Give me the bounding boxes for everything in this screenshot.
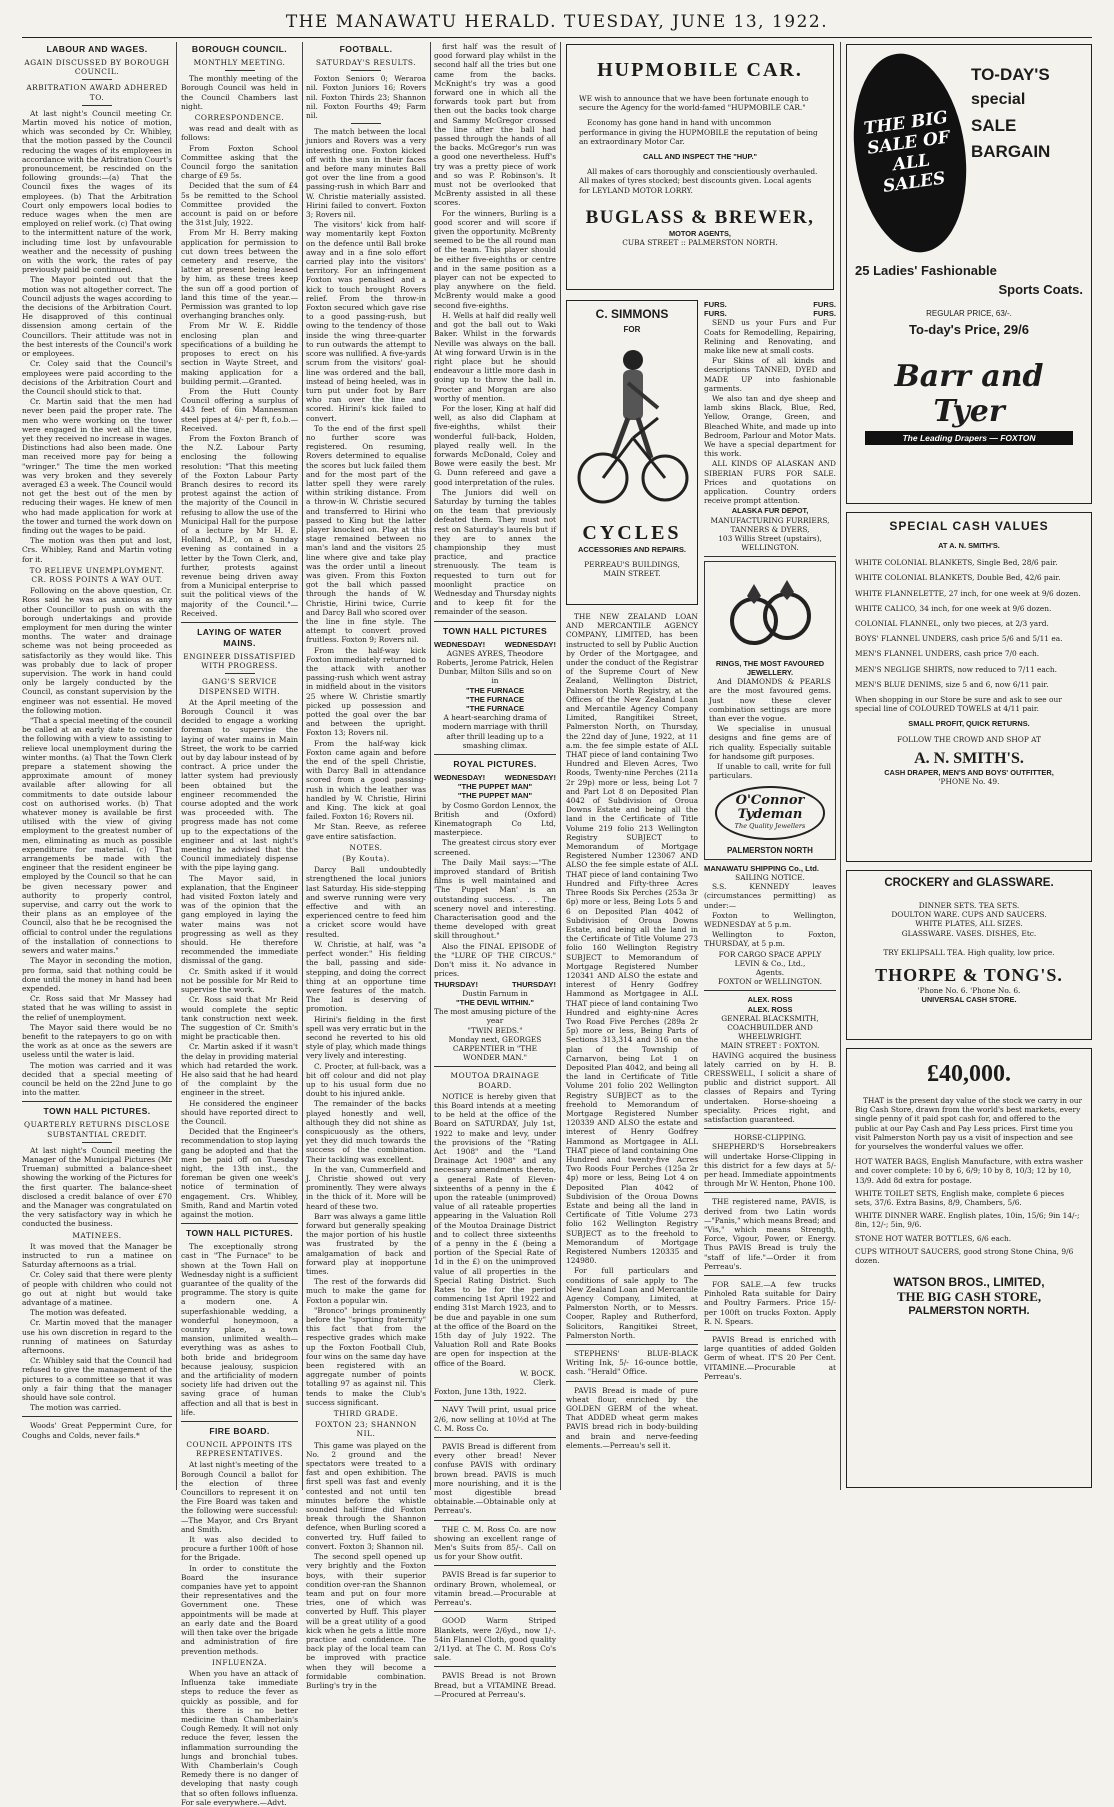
ad-text: WHITE TOILET SETS, English make, complete 6 pieces sets, 37/6. Extra Basins, 8/9, Chambers, 5/6. bbox=[855, 1188, 1065, 1208]
ad-text: SMALL PROFIT, QUICK RETURNS. bbox=[908, 719, 1030, 729]
classified: GOOD Warm Striped Blankets, were 2/6yd., now 1/-. 54in Flannel Cloth, good quality 2/11yd. at The C. M. Ross Co's sale. bbox=[434, 1616, 556, 1663]
ad-heading: MANAWATU SHIPPING Co., Ltd. bbox=[704, 863, 820, 873]
ad-title: "THE FURNACE bbox=[465, 694, 525, 704]
oconnor-tydeman-logo bbox=[715, 786, 825, 839]
ad-text: All makes of cars thoroughly and conscientiously overhauled. All makes of tyres stocked; best discounts given. Local agents for LEYLAND MOTOR LORRY. bbox=[579, 167, 818, 195]
column-classifieds bbox=[704, 300, 836, 1490]
paragraph: H. Wells at half did really well and got the ball out to Waki Baker. Whilst in the forwards Neville was always on the ball. At wing forward Urwin is in the right place but he should endeavour a little more dash in going up to throw the ball in. Procter and Morgan are also worthy of mention. bbox=[434, 310, 556, 403]
ad-heading: FURS. bbox=[813, 300, 836, 309]
subheading: THIRD GRADE. bbox=[333, 1409, 399, 1419]
ad-text: FOLLOW THE CROWD AND SHOP AT bbox=[896, 734, 1042, 744]
paragraph: Darcy Ball undoubtedly strengthened the local juniors last Saturday. His side-stepping and swerve running were very effective and with an experienced centre to feed him a cricket score would have resulted. bbox=[306, 865, 426, 939]
ad-text: The most amusing picture of the year bbox=[434, 1007, 557, 1026]
notice-text: NOTICE is hereby given that this Board intends at a meeting to be held at the office of the Board on SATURDAY, July 1st, 1922 to make and levy, under the provisions of the "Rating Act 1908" and the "Land Drainage Act 1908" and any necessary amendments thereto, a general Rate of Eleven-sixteenths of a penny in the £ upon the rateable (unimproved) value of all rateable properties appearing in the Valuation Roll of the Moutoa Drainage District and to collect three sixteenths of a penny in the £ (being a portion of the Special Rate of 1d in the £) on the unimproved value of all properties in the Special Rating District. Such Rates to be for the period commencing 1st April 1922 and ending 31st March 1923, and to be due and payable in one sum at the office of the Board on the 15th day of July 1922. The Valuation Roll and Rate Books are open for inspection at the office of the Board. bbox=[434, 1091, 556, 1368]
classified: PAVIS Bread is not Brown Bread, but a VITAMINE Bread.—Procured at Perreau's. bbox=[434, 1671, 556, 1699]
paragraph: At last night's meeting of the Borough Council a ballot for the election of three Councillors to represent it on the Fire Board was taken and the following were successful:—The Mayor, and Crs Bryant and Smith. bbox=[181, 1460, 298, 1534]
ad-text: FOXTON or WELLINGTON. bbox=[718, 977, 822, 987]
classified: STEPHENS' BLUE-BLACK Writing Ink, 5/- 16-ounce bottle, cash. "Herald" Office. bbox=[566, 1349, 698, 1377]
ad-heading: FURS. bbox=[813, 309, 836, 319]
column-labour-wages bbox=[22, 42, 172, 1490]
paragraph: The monthly meeting of the Borough Council was held in the Council Chambers last night. bbox=[181, 74, 298, 111]
ad-heading: TOWN HALL PICTURES bbox=[442, 625, 548, 636]
ad-day: THURSDAY! bbox=[434, 979, 479, 989]
paragraph: The rest of the forwards did much to make the game for Foxton a popular win. bbox=[306, 1277, 426, 1305]
ad-heading: FURS. bbox=[704, 309, 727, 319]
ad-heading: BARGAIN bbox=[971, 142, 1051, 161]
ad-text: If unable to call, write for full particulars. bbox=[709, 761, 831, 781]
ad-text: UNIVERSAL CASH STORE. bbox=[921, 995, 1017, 1005]
paragraph: The remainder of the backs played honestly and well, although they did not shine as conspicuously as the others, yet they did much towards the success of the combination. Their tackling was excellent. bbox=[306, 1099, 426, 1164]
paragraph: Hirini's fielding in the first spell was very erratic but in the second he reverted to his old style of play, which made things very lively and interesting. bbox=[306, 1014, 426, 1061]
value-item: WHITE COLONIAL BLANKETS, Double Bed, 42/6 pair. bbox=[855, 573, 1061, 583]
ad-text: We also tan and dye sheep and lamb skins Black, Blue, Red, Yellow, Orange, Green, and Bleached White, and made up into Bedroom, Parlour and Motor Mats. We have a special department for this work. bbox=[704, 394, 836, 459]
ad-text: SEND us your Furs and Fur Coats for Remodelling, Repairing, Relining and Renovating, and make like new at small costs. bbox=[704, 318, 836, 356]
classified: NAVY Twill print, usual price 2/6, now selling at 10½d at The C. M. Ross Co. bbox=[434, 1405, 556, 1433]
column-rule bbox=[430, 42, 431, 1490]
subheading: NOTES. bbox=[349, 842, 383, 852]
ad-text: 'Phone No. 6. 'Phone No. 6. bbox=[917, 986, 1021, 996]
subheading: TO RELIEVE UNEMPLOYMENT. CR. ROSS POINTS A WAY OUT. bbox=[29, 565, 165, 584]
notice-date: Foxton, June 13th, 1922. bbox=[434, 1387, 527, 1397]
ad-heading: HUPMOBILE CAR. bbox=[597, 59, 803, 81]
ad-text: 103 Willis Street (upstairs), WELLINGTON. bbox=[718, 534, 822, 553]
paragraph: Cr. Martin asked if it wasn't the delay in providing material which had retarded the work. He also said that he had heard of the complaint by the engineer in the street. bbox=[181, 1042, 298, 1098]
ad-text: FOR bbox=[623, 325, 641, 334]
ad-title: "THE FURNACE bbox=[465, 685, 525, 695]
classified: PAVIS Bread is different from every other bread! Never confuse PAVIS with ordinary brown bread. PAVIS is much more nourishing, and it is the most digestible bread obtainable.—Obtainable only at Perreau's. bbox=[434, 1442, 556, 1516]
ad-title: "TWIN BEDS." bbox=[467, 1025, 523, 1035]
column-borough-council bbox=[181, 42, 298, 1807]
ad-text: PALMERSTON NORTH. bbox=[908, 1305, 1030, 1318]
ad-text: CASH DRAPER, MEN'S AND BOYS' OUTFITTER, bbox=[884, 767, 1054, 777]
ad-day: WEDNESDAY! bbox=[504, 639, 556, 649]
big-sale-logo: THE BIG SALE OF ALL SALES bbox=[842, 46, 979, 259]
paragraph: It was also decided to procure a further 100ft of hose for the Brigade. bbox=[181, 1535, 298, 1563]
ad-heading: C. SIMMONS bbox=[595, 307, 669, 321]
paragraph: The visitors' kick from half-way momentarily kept Foxton on the defence until Ball broke away and in a fine solo effort carried play into the visitors' territory. For an infringement Foxton was penalised and a kick to touch brought Rovers relief. From the throw-in Foxton secured which gave rise to a good passing-rush, but owing to the tendency of those inside the wing three-quarter to run outwards the attempt to score was nullified. A five-yards scrum from the visitors' goal-line was ordered and the ball, instead of being heeled, was in turn put under foot by Barr who ran over the line and scored. Hirini's kick failed to convert. bbox=[306, 220, 426, 423]
ad-text: STONE HOT WATER BOTTLES, 6/6 each. bbox=[855, 1233, 1012, 1243]
ad-text: S.S. KENNEDY leaves (circumstances permitting) as under:— bbox=[704, 882, 836, 910]
paragraph: The motion was carried. bbox=[30, 1403, 122, 1413]
paragraph: Cr. Martin moved that the manager use his own discretion in regard to the running of matinees on Saturday afternoons. bbox=[22, 1318, 172, 1356]
headline: FOOTBALL. bbox=[339, 44, 393, 54]
paragraph: C. Procter, at full-back, was a bit off colour and did not play up to his usual form due no doubt to his injured ankle. bbox=[306, 1061, 426, 1099]
ad-heading: ALEX. ROSS bbox=[747, 995, 793, 1005]
paragraph: Mr Stan. Reeve, as referee gave entire satisfaction. bbox=[306, 822, 426, 841]
ad-text: HAVING acquired the business lately carried on by H. B. CRESSWELL, I solicit a share of public and district support. All classes of Repairs and Tyring undertaken. Horse-shoeing a speciality. Prices right, and satisfaction guaranteed. bbox=[704, 1050, 836, 1125]
ad-title: "THE FURNACE bbox=[465, 704, 525, 714]
ad-text: ACCESSORIES AND REPAIRS. bbox=[577, 545, 686, 554]
paragraph: He considered the engineer should have reported direct to the Council. bbox=[181, 1098, 298, 1126]
paragraph: At last night's Council meeting Cr. Martin moved his notice of motion, which was seconded by Cr. Whibley, that the motion passed by the Council reducing the wages of its employees in accordance with the Arbitration Court's pronouncement, be rescinded on the following grounds:—(a) That the Council fixes the wages of its employees. (b) That the Arbitration Court only empowers local bodies to reduce wages when the men are employed on relief work. (c) That owing to the intermittent nature of the work, including time lost by unfavourable weather and the necessity of pushing on with the work, the rates of pay previously paid be continued. bbox=[22, 108, 172, 275]
value-item: MEN'S NEGLIGE SHIRTS, now reduced to 7/11 each. bbox=[855, 664, 1058, 674]
ad-text: CALL AND INSPECT THE "HUP." bbox=[642, 152, 758, 162]
subheading: ENGINEER DISSATISFIED WITH PROGRESS. bbox=[183, 651, 296, 671]
paragraph: "Bronco" brings prominently before the "sporting fraternity" this fact that from the respective grades which make up the Foxton Football Club, four wins on the same day have been registered with an aggregate number of points totalling 97 as against nil. This tends to make the Club's success significant. bbox=[306, 1305, 426, 1407]
ad-text: 'PHONE No. 49. bbox=[938, 777, 1000, 787]
paragraph: Cr. Coley said that the Council's employees were paid according to the decisions of the Arbitration Court and the Council should stick to that. bbox=[22, 359, 172, 396]
headline: TOWN HALL PICTURES. bbox=[185, 1228, 294, 1239]
paragraph: From Foxton School Committee asking that the Council forgo the sanitation charge of £9 5s. bbox=[181, 143, 298, 181]
ad-text: Fur Skins of all kinds and descriptions TANNED, DYED and MADE UP into fashionable garments. bbox=[704, 356, 836, 393]
value-item: WHITE CALICO, 34 inch, for one week at 9/6 dozen. bbox=[855, 603, 1052, 613]
ad-text: FOR CARGO SPACE APPLY bbox=[718, 949, 822, 959]
ad-heading: CYCLES bbox=[582, 522, 682, 544]
paragraph: was read and dealt with as follows: bbox=[181, 124, 298, 143]
column-football-cont bbox=[434, 42, 557, 1699]
subheading: GANG'S SERVICE DISPENSED WITH. bbox=[198, 677, 281, 696]
ad-heading: FURS. bbox=[704, 300, 727, 309]
paragraph: Cr. Smith asked if it would not be possible for Mr Reid to supervise the work. bbox=[181, 966, 298, 995]
value-list bbox=[855, 558, 1083, 713]
subheading: COUNCIL APPOINTS ITS REPRESENTATIVES. bbox=[186, 1440, 293, 1459]
ad-text: WE wish to announce that we have been fortunate enough to secure the Agency for the world-famed "HUPMOBILE CAR." bbox=[579, 94, 809, 113]
ad-text: Dustin Farnum in bbox=[462, 988, 528, 998]
ad-heading: BUGLASS & BREWER, bbox=[585, 206, 815, 228]
cyclist-illustration bbox=[573, 338, 691, 508]
ad-text: THE BIG CASH STORE, bbox=[896, 1289, 1042, 1305]
classified: PAVIS Bread is made of pure wheat flour, enriched by the GOLDEN GERM of the wheat. That ADDED wheat germ makes PAVIS bread rich in body-building and brain and nerve-feeding elements.—Perreau's sell it. bbox=[566, 1385, 698, 1450]
value-item: MEN'S FLANNEL UNDERS, cash price 7/0 each. bbox=[855, 649, 1040, 659]
price: To-day's Price, 29/6 bbox=[909, 322, 1029, 337]
ad-text: SAILING NOTICE. bbox=[735, 872, 805, 882]
paragraph: The Mayor said there would be no benefit to the ratepayers to go on with the work as at once as the sewers are useless until the water is laid. bbox=[22, 1022, 172, 1060]
paragraph: From Mr W. E. Riddle enclosing plan and specifications of a building he proposes to erect on his section in Wayte Street, and making application for a building permit.—Granted. bbox=[181, 321, 298, 386]
column-rule bbox=[302, 42, 303, 1490]
barr-tyer-tagline: The Leading Drapers — FOXTON bbox=[865, 431, 1073, 445]
ad-text: THAT is the present day value of the stock we carry in our Big Cash Store, drawn from the world's best markets, every single penny of it paid spot cash for, and offered to the public at our Pay Cash and Pay Less prices. First time you visit Palmerston North pay us a visit of inspection and see for yourselves the wonderful values we offer. bbox=[855, 1096, 1083, 1152]
paragraph: At the April meeting of the Borough Council it was decided to engage a working foreman to supervise the laying of water mains in Main Street, the work to be carried out by day labour instead of by contract. A price under the latter system had previously been obtained but the engineer recommended the course adopted and the work was proceeded with. The progress made has not come up to the expectations of the engineer and at last night's meeting he advised that the Council immediately dispense with the pipe laying gang. bbox=[181, 697, 298, 873]
hupmobile-ad bbox=[566, 44, 834, 290]
column-football bbox=[306, 42, 426, 1690]
thorpe-tong-ad bbox=[846, 870, 1092, 1040]
ad-text: The Daily Mail says:—"The improved standard of British films is well maintained and 'The Puppet Man' is an outstanding success. . . . The scenery novel and interesting. Characterisation good and the theme developed with great skill throughout." bbox=[434, 857, 556, 941]
ad-text: GENERAL BLACKSMITH, COACHBUILDER AND WHEELWRIGHT. bbox=[721, 1013, 819, 1042]
paragraph: Following on the above question, Cr. Ross said he was as anxious as any other Councillor to push on with the borough undertakings and provide employment for men during the winter months. The water and drainage scheme was not being proceeded as satisfactorily as they would like. This was probably due to lack of proper supervision. The work in hand could only be largely conducted by the Council, as constant supervision by the engineer was not essential. He moved the following motion. bbox=[22, 586, 172, 715]
classified: FOR SALE.—A few trucks Pinholed Rata suitable for Dairy and Poultry Farmers. Price 15/- per 100ft on trucks Foxton. Apply R. N. Spears. bbox=[704, 1280, 836, 1326]
ad-text: DOULTON WARE. CUPS AND SAUCERS. bbox=[891, 910, 1047, 920]
paragraph: The second spell opened up very brightly and the Foxton boys, with their superior condition over-ran the Shannon team and put on four more tries, one of which was converted by Huff. This player will be a great utility of a good kick when he gets a little more practice and confidence. The back play of the local team can be improved with practice when they will become a formidable combination. Burling's try in the bbox=[306, 1552, 426, 1690]
ad-heading: WATSON BROS., LIMITED, bbox=[893, 1275, 1045, 1290]
jeweller-ad bbox=[704, 561, 836, 859]
classified: THE C. M. Ross Co. are now showing an excellent range of Men's Suits from 85/-. Call on us for your Show outfit. bbox=[434, 1524, 556, 1562]
ad-text: Economy has gone hand in hand with uncommon performance in giving the HUPMOBILE the reputation of being an extraordinary Motor Car. bbox=[579, 118, 818, 146]
ad-heading: 25 Ladies' Fashionable bbox=[855, 263, 997, 278]
ad-text: AT A. N. SMITH'S. bbox=[938, 541, 1000, 550]
paragraph: From Mr H. Berry making application for permission to cut down trees between the cemetery and reserve, the latter at present being leased by him, as these trees keep the sun off a good portion of land this time of the year.—Permission was granted to lop overhanging branches only. bbox=[181, 228, 298, 321]
paragraph: Cr. Coley said that there were plenty of people with children who could not go out at night but would take advantage of a matinee. bbox=[22, 1270, 172, 1307]
paragraph: For the loser, King at half did well, as also did Clapham at five-eighths, whilst their wonderful full-back, Holden, played really well. In the forwards McDonald, Coley and Bowe were easily the best. Mr G. Dunn refereed and gave a good interpretation of the rules. bbox=[434, 403, 556, 487]
notice-text: THE NEW ZEALAND LOAN AND MERCANTILE AGENCY COMPANY, LIMITED, has been instructed to sell by Public Auction by Order of the Mortgagee, and under the conduct of the Registrar of the Supreme Court of New Zealand, Wellington District, Palmerston North Registry, at the Offices of the New Zealand Loan and Mercantile Agency Company Limited, Rangitikei Street, Palmerston North, on Thursday, the 22nd day of June, 1922, at 11 a.m. the fee simple estate of ALL THAT piece of land containing Two Hundred and Eleven Acres, Two Roods, Twenty-nine Perches (211a 2r 29p) more or less, being Lot 7 and Part Lot 8 on Deposited Plan 4042 of Subdivision of Oroua Downs Estate and being all the land in the Certificate of Title Volume 219 folio 213 Wellington Registry SUBJECT to Memorandum of Mortgage Registered Number 123067 AND ALSO the fee simple estate of ALL THAT piece of land containing Two Hundred and Fifty-three Acres Three Roods Six Perches (253a 3r 6p) more or less, Being Lots 5 and 6 on Deposited Plan 4042 of Subdivision of Oroua Downs Estate, and being all the land in the Certificate of Title Volume 273 folio 160 Wellington Registry SUBJECT to Memorandum of Mortgage Registered Number 120341 AND ALSO the estate and interest of Henry Godfrey Hammond as Mortgagee in ALL THAT piece of land containing Two Hundred and eighty-nine Acres Two Road Five Perches (289a 2r 5p) more or less, Being Parts of Sections 313,314 and 316 on the plan of the Township of Carnarvon, being Lot 1 on Deposited Plan 4042, and being all the land in Certificate of Title Volume 201 folio 202 Wellington Registry SUBJECT as to the freehold to Memorandum of Mortgage Registered Number 120339 AND ALSO the estate and interest of Henry Godfrey Hammond as Mortgagee in ALL THAT piece of land containing One Hundred and twenty-five Acres Two Roods Four Perches (125a 2r 4p) more or less, Being Lot 4 on Deposited Plan 4042 of Subdivision of the Oroua Downs Estate and being all the land in Certificate of Title Volume 273 folio 162 Wellington Registry SUBJECT as to the freehold to Memorandum of Mortgage Registered Numbers 120335 and 124980. bbox=[566, 612, 698, 1266]
ad-text: PALMERSTON NORTH bbox=[727, 845, 813, 855]
signature: W. BOCK. bbox=[519, 1368, 556, 1378]
paragraph: first half was the result of good forward play whilst in the second half all the tries but one came from the backs. McKnight's try was a good forward one in which all the forwards took part but from then out the backs took charge and Sammy McGregor crossed the line after the ball had passed through the hands of all the backs. McGregor's run was a good one nevertheless. Huff's try was a pretty piece of work and so was P. Robinson's. It must not be overlooked that McBrenty assisted in all these scores. bbox=[434, 42, 556, 208]
subheading: INFLUENZA. bbox=[212, 1657, 267, 1667]
subheading: MONTHLY MEETING. bbox=[193, 58, 286, 67]
ad-day: WEDNESDAY! bbox=[434, 773, 486, 783]
ad-text: CUPS WITHOUT SAUCERS, good strong Stone China, 9/6 dozen. bbox=[855, 1246, 1074, 1266]
signature: Clerk. bbox=[533, 1378, 556, 1388]
ad-day: WEDNESDAY! bbox=[434, 639, 486, 649]
ad-day: WEDNESDAY! bbox=[504, 773, 556, 783]
ad-text: WHITE DINNER WARE. English plates, 10in, 15/6; 9in 14/-; 8in, 12/-; 5in, 9/6. bbox=[855, 1211, 1080, 1230]
headline: TOWN HALL PICTURES. bbox=[43, 1106, 151, 1117]
ad-heading: CROCKERY and GLASSWARE. bbox=[884, 877, 1054, 889]
classified: THE registered name, PAVIS, is derived from two Latin words—"Panis," which means Bread; and "Vis," which means Strength, Force, Vigour, Power, or Energy. Thus PAVIS Bread is truly the "staff of life."—Order it from Perreau's. bbox=[704, 1197, 836, 1271]
ad-text: Foxton to Wellington, WEDNESDAY at 5 p.m. bbox=[704, 910, 836, 929]
ad-text: Also the FINAL EPISODE of the "LURE OF THE CIRCUS." Don't miss it. No advance in prices. bbox=[434, 941, 556, 979]
paragraph: The Mayor in seconding the motion, pro forma, said that nothing could be done until the money in hand had been expended. bbox=[22, 956, 172, 993]
paragraph: The motion was then put and lost, Crs. Whibley, Rand and Martin voting for it. bbox=[22, 536, 172, 564]
ad-title: "THE PUPPET MAN" bbox=[457, 782, 533, 792]
paragraph: Woods' Great Peppermint Cure, for Coughs and Colds, never fails.* bbox=[22, 1421, 172, 1440]
notice-heading: MOUTOA DRAINAGE BOARD. bbox=[450, 1071, 540, 1090]
results: Foxton Seniors 0; Weraroa nil. Foxton Juniors 16; Rovers nil. Foxton Thirds 23; Shannon nil. Foxton Fourths 49; Farm nil. bbox=[306, 74, 426, 121]
ad-day: THURSDAY! bbox=[511, 979, 556, 989]
paragraph: It was moved that the Manager be instructed to run a matinee on Saturday afternoons as a trial. bbox=[22, 1241, 172, 1270]
ad-heading: SPECIAL CASH VALUES bbox=[889, 519, 1049, 533]
subheading: AGAIN DISCUSSED BY BOROUGH COUNCIL. bbox=[24, 58, 170, 77]
value-item: BOYS' FLANNEL UNDERS, cash price 5/6 and 5/11 ea. bbox=[855, 634, 1063, 644]
paragraph: From the Hutt County Council offering a surplus of 443 feet of 6in Mannesman steel pipes at 4/- per ft, f.o.b.—Received. bbox=[181, 386, 298, 433]
ad-text: Agents. bbox=[755, 967, 785, 977]
logo-text: Tydeman bbox=[737, 807, 803, 823]
value-item: WHITE FLANNELETTE, 27 inch, for one week at 9/6 dozen. bbox=[855, 588, 1081, 598]
subheading: MATINEES. bbox=[72, 1230, 122, 1240]
ad-text: ALL KINDS OF ALASKAN AND SIBERIAN FURS FOR SALE. Prices and quotations on application. Country orders receive prompt attention. bbox=[704, 459, 836, 506]
paragraph: The Mayor pointed out that the motion was not altogether correct. The Council adjusts the wages according to the decisions of the Arbitration Court. He disapproved of this continual dissension among certain of the Councillors. Their attitude was not in the best interests of the Council's work or employees. bbox=[22, 275, 172, 359]
masthead: THE MANAWATU HERALD. TUESDAY, JUNE 13, 1922. bbox=[22, 10, 1092, 38]
subheading: (By Kouta). bbox=[342, 854, 390, 864]
ad-text: REGULAR PRICE, 63/-. bbox=[926, 309, 1012, 318]
ad-heading: ALEX. ROSS bbox=[747, 1004, 793, 1014]
headline: FIRE BOARD. bbox=[209, 1426, 270, 1437]
value-item: MEN'S BLUE DENIMS, size 5 and 6, now 6/11 pair. bbox=[855, 679, 1049, 689]
classified: PAVIS Bread is far superior to ordinary Brown, wholemeal, or vitamin bread.—Procurable at Perreau's. bbox=[434, 1570, 556, 1608]
paragraph: Decided that the sum of £4 5s be remitted to the School Committee provided the account is paid on or before the 31st July, 1922. bbox=[181, 181, 298, 228]
ad-heading: Sports Coats. bbox=[998, 282, 1083, 297]
headline: LABOUR AND WAGES. bbox=[46, 44, 148, 54]
ad-text: The greatest circus story ever screened. bbox=[434, 838, 556, 857]
ad-text: ALASKA FUR DEPOT, bbox=[731, 506, 809, 516]
paragraph: W. Christie, at half, was "a perfect wonder." His fielding the ball, passing and side-stepping, and doing the correct thing at an opportune time were features of the match. The lad is deserving of promotion. bbox=[306, 939, 426, 1014]
paragraph: Cr. Ross said that Mr Massey had stated that he was willing to assist in the relief of unemployment. bbox=[22, 994, 172, 1022]
ad-heading: SALE bbox=[971, 116, 1017, 135]
paragraph: For the winners, Burling is a good scorer and will score if given the opportunity. McBrenty seemed to be the all round man of the team. This player should be either five-eighths or centre and in the same position as a player can not be expected to play anywhere on the field. McBrenty would make a good second five-eighths. bbox=[434, 208, 556, 310]
paragraph: Decided that the Engineer's recommendation to stop laying gang be adopted and that the men be paid off on Tuesday night, the 13th inst., the foreman be given one week's notice of termination of engagement. Crs. Whibley, Smith, Rand and Martin voted against the motion. bbox=[181, 1127, 298, 1219]
value-item: When shopping in our Store be sure and ask to see our special line of COLOURED TOWELS at 4/11 pair. bbox=[855, 695, 1062, 714]
ad-heading: A. N. SMITH'S. bbox=[914, 749, 1024, 767]
ad-text: Wellington to Foxton, THURSDAY, at 5 p.m. bbox=[704, 930, 836, 949]
watson-bros-ad bbox=[846, 1048, 1092, 1488]
ad-text: MANUFACTURING FURRIERS, TANNERS & DYERS, bbox=[710, 515, 830, 534]
column-rule bbox=[840, 42, 841, 1490]
barr-tyer-logo: Barr and Tyer bbox=[894, 359, 1044, 429]
ad-heading: TO-DAY'S bbox=[971, 65, 1050, 84]
ad-text: AGNES AYRES, Theodore Roberts, Jerome Patrick, Helen Dunbar, Milton Sills and so on in bbox=[436, 648, 554, 686]
notice-text: For full particulars and conditions of sale apply to The New Zealand Loan and Mercantile Agency Company, Limited, at Palmerston North, or to Messrs. Cooper, Rapley and Rutherford, Solicitors, Rangitikei Street, Palmerston North. bbox=[566, 1266, 698, 1340]
paragraph: In the van, Cummerfield and J. Christie showed out very prominently. They were always in the thick of it. More will be heard of these two. bbox=[306, 1164, 426, 1211]
column-rule bbox=[176, 42, 177, 1490]
ad-title: "THE DEVIL WITHIN." bbox=[456, 997, 534, 1007]
ad-text: TRY EKLIPSALL TEA. High quality, low price. bbox=[883, 947, 1055, 957]
simmons-cycles-ad bbox=[566, 300, 698, 605]
paragraph: Barr was always a game little forward but generally speaking the major portion of his hustle was frustrated by the amalgamation of back and forward play at inopportune times. bbox=[306, 1211, 426, 1276]
ad-text: GLASSWARE. VASES. DISHES, Etc. bbox=[901, 928, 1037, 938]
ad-text: A heart-searching drama of modern marriage with thrill after thrill leading up to a smashing climax. bbox=[442, 713, 548, 750]
headline: BOROUGH COUNCIL. bbox=[191, 44, 288, 54]
paragraph: The match between the local juniors and Rovers was a very interesting one. Foxton kicked off with the sun in their faces and before many minutes Ball got over the line from a good passing-rush in which Barr and W. Christie materially assisted. Hirini failed to convert. Foxton 3; Rovers nil. bbox=[306, 127, 426, 220]
ad-text: MAIN STREET : FOXTON. bbox=[720, 1041, 820, 1051]
ad-heading: special bbox=[971, 91, 1026, 108]
barr-tyer-ad bbox=[846, 44, 1092, 504]
ad-text: by Cosmo Gordon Lennox, the British and (Oxford) Kinematograph Co Ltd, masterpiece. bbox=[434, 800, 556, 838]
subheading: ARBITRATION AWARD ADHERED TO. bbox=[26, 83, 168, 102]
ad-title: "THE PUPPET MAN" bbox=[457, 791, 533, 801]
ad-text: DINNER SETS. TEA SETS. bbox=[918, 901, 1020, 910]
subheading: CORRESPONDENCE. bbox=[194, 113, 285, 123]
column-rule bbox=[560, 42, 561, 1490]
headline: LAYING OF WATER MAINS. bbox=[197, 626, 282, 648]
paragraph: From the half-way kick Foxton came again and before the end of the spell Christie, with Darcy Ball in attendance scored from a good passing-rush in which the leather was handled by W. Christie, Hirini and King. The kick at goal failed. Foxton 16; Rovers nil. bbox=[306, 738, 426, 822]
paragraph: When you have an attack of Influenza take immediate steps to reduce the fever as quickly as possible, and for this there is no better medicine than Chamberlain's Cough Remedy. It will not only reduce the fever, lessen the inflammation surrounding the lungs and bronchial tubes. With Chamberlain's Cough Remedy there is no danger of developing that nasty cough that so often follows influenza. For sale everywhere.—Advt. bbox=[181, 1668, 298, 1807]
ad-text: SHEPHERD'S Horsebreakers will undertake Horse-Clipping in this district for a few days at 5/- per head. Immediate appointments through Mr W. Henton, Phone 100. bbox=[704, 1142, 836, 1189]
ad-text: LEVIN & Co., Ltd., bbox=[734, 958, 806, 968]
paragraph: Cr. Ross said that Mr Reid would complete the septic tank construction next week. The suggestion of Cr. Smith's might be practicable then. bbox=[181, 995, 298, 1042]
paragraph: This game was played on the No. 2 ground and the spectators were treated to a fast and open exhibition. The first spell was fast and evenly contested and not until ten minutes before the whistle sounded half-time did Foxton break through the Shannon defence, when Burling scored a converted try. Huff failed to convert. Foxton 3; Shannon nil. bbox=[306, 1440, 426, 1551]
ad-text: And DIAMONDS & PEARLS are the most favoured gems. Just now these clever combination settings are more than ever the vogue. bbox=[709, 677, 831, 723]
ad-text: Monday next, GEORGES CARPENTIER in "THE WONDER MAN." bbox=[448, 1034, 542, 1063]
paragraph: Cr. Martin said that the men had never been paid the proper rate. The men who were working on the tower were engaged in the wet all the time, yet they received no increase in wages. Distinctions had also been made. One man received more pay for being a "wringer." The time the men worked was very broken and they severely averaged £3 a week. The Council would not get the best out of the men by reducing their wages. He knew of men who had made application for work at the tower and turned the work down on finding out the wages to be paid. bbox=[22, 397, 172, 535]
ad-text: CUBA STREET :: PALMERSTON NORTH. bbox=[622, 238, 778, 248]
paragraph: In order to constitute the Board the insurance companies have yet to appoint their representatives and the Government one. These appointments will be made at an early date and the Board will then take over the brigade and administration of fire prevention methods. bbox=[181, 1563, 298, 1656]
rings-illustration bbox=[709, 566, 831, 656]
ad-heading: RINGS, THE MOST FAVOURED JEWELLERY. bbox=[715, 658, 825, 677]
an-smith-ad bbox=[846, 512, 1092, 862]
ad-text: WHITE PLATES, ALL SIZES. bbox=[915, 919, 1023, 929]
subheading: QUARTERLY RETURNS DISCLOSE SUBSTANTIAL CREDIT. bbox=[24, 1120, 170, 1139]
ad-heading: THORPE & TONG'S. bbox=[875, 965, 1063, 986]
ad-heading: HORSE-CLIPPING. bbox=[734, 1133, 806, 1143]
paragraph: From the half-way kick Foxton immediately returned to the attack with another passing-rush which went astray in midfield about in the visitors 25 where W. Christie smartly picked up possession and potted the goal over the bar and between the upright. Foxton 13; Rovers nil. bbox=[306, 645, 426, 738]
value-item: WHITE COLONIAL BLANKETS, Single Bed, 28/6 pair. bbox=[855, 558, 1058, 568]
classified: PAVIS Bread is enriched with large quantities of added Golden Germ of wheat. IT'S 20 Per Cent. VITAMINE.—Procurable at Perreau's. bbox=[704, 1335, 836, 1381]
ad-text: We specialise in unusual designs and fine gems are of rich quality. Especially suitable for handsome gift purposes. bbox=[709, 724, 831, 761]
paragraph: From the Foxton Branch of the N.Z. Labour Party enclosing the following resolution: "That this meeting of the Foxton Labour Party Branch desires to record its protest against the action of the majority of the Council in refusing to allow the use of the Municipal Hall for the purpose of a lecture by Mr H. E. Holland, M.P., on a Sunday evening as contained in a letter by the Town Clerk, and, further, protests against revenue being driven away from a Municipal enterprise to suit the political views of the majority of the Council."—Received. bbox=[181, 433, 298, 618]
value-item: COLONIAL FLANNEL, only two pieces, at 2/3 yard. bbox=[855, 619, 1049, 629]
logo-text: The Quality Jewellers bbox=[734, 822, 806, 831]
ad-text: PERREAU'S BUILDINGS, MAIN STREET. bbox=[584, 560, 680, 579]
ad-text: HOT WATER BAGS, English Manufacture, with extra washer and cover complete: 10 by 6, 6/9; 10 by 8, 10/3; 12 by 10, 13/9. Add 8d extra for postage. bbox=[855, 1157, 1083, 1185]
column-notices bbox=[566, 612, 698, 1490]
paragraph: The motion was carried and it was decided that a special meeting of council be held on the 22nd June to go into the matter. bbox=[22, 1060, 172, 1098]
paragraph: The motion was defeated. bbox=[30, 1308, 127, 1318]
ad-heading: ROYAL PICTURES. bbox=[453, 759, 537, 770]
subheading: SATURDAY'S RESULTS. bbox=[315, 58, 417, 67]
ad-text: MOTOR AGENTS, bbox=[668, 228, 731, 238]
paragraph: The Mayor said, in explanation, that the Engineer had visited Foxton lately and was of the opinion that the gang employed in laying the water mains was not progressing as well as they should. He therefore recommended the immediate dismissal of the gang. bbox=[181, 873, 298, 966]
paragraph: At last night's Council meeting the Manager of the Municipal Pictures (Mr Trueman) submitted a balance-sheet showing the working of the Pictures for the first quarter. The balance-sheet disclosed a credit balance of over £70 and the Manager was congratulated on the very satisfactory way in which he conducted the business. bbox=[22, 1145, 172, 1229]
paragraph: "That a special meeting of the council be called at an early date to consider the following with a view to assisting to relieve local unemployment during the winter months. (a) That the Town Clerk prepare a statement showing the approximate amount of money available after allowing for all commitments to date outside labour cost on authorised works. (b) That whatever money is available be first utilised with the view of giving employment to the greatest number of men, eliminating as much as possible expenditure for material. (c) That arrangements be made with the engineer that the resident engineer be employed by the Council so that he can be given necessary power and authority to properly control, supervise, and carry out the work to their plans as an employee of the Council, also that he be recognised the official to control under the regulations of the installation of connections to sewers and water mains." bbox=[22, 716, 172, 956]
paragraph: Cr. Whibley said that the Council had refused to give the management of the pictures to a committee so that it was only a fair thing that the manager should have sole control. bbox=[22, 1356, 172, 1403]
logo-text: O'Connor bbox=[735, 793, 805, 809]
ad-heading: £40,000. bbox=[927, 1061, 1011, 1087]
paragraph: To the end of the first spell no further score was registered. On resuming, Rovers determined to equalise the scores but luck failed them and for the most part of the latter spell they were rarely within striking distance. From a throw-in W. Christie secured and transferred to Hirini who passed to King but the latter player knocked on. Play at this stage remained between no man's land and the visitors 25 line where give and take play was the order until a lineout was given. From this Foxton got the ball which passed through the hands of W. Christie, Hirini twice, Currie and Darcy Ball who scored over the line in fine style. The attempt to convert proved fruitless. Foxton 9; Rovers nil. bbox=[306, 423, 426, 645]
paragraph: The exceptionally strong cast in "The Furnace" to be shown at the Town Hall on Wednesday night is a sufficient guarantee of the quality of the programme. The story is quite a modern one. A superfashionable wedding, a wonderful honeymoon, a country place, a town mansion, unlimited wealth—everything was as ashes to both bride and bridegroom because jealousy, suspicion and the artificiality of modern society life had driven out the saving grace of human affection and all that is best in life. bbox=[181, 1242, 298, 1417]
paragraph: The Juniors did well on Saturday by turning the tables on the team that previously defeated them. They must not rest on Saturday's laurels but if they are to annex the championship they must practice, and practice strenuously. The team is requested to turn out for moonlight practice on Wednesday and Thursday nights and to keep fit for the remainder of the season. bbox=[434, 487, 556, 617]
subheading: FOXTON 23; SHANNON NIL. bbox=[315, 1420, 417, 1439]
